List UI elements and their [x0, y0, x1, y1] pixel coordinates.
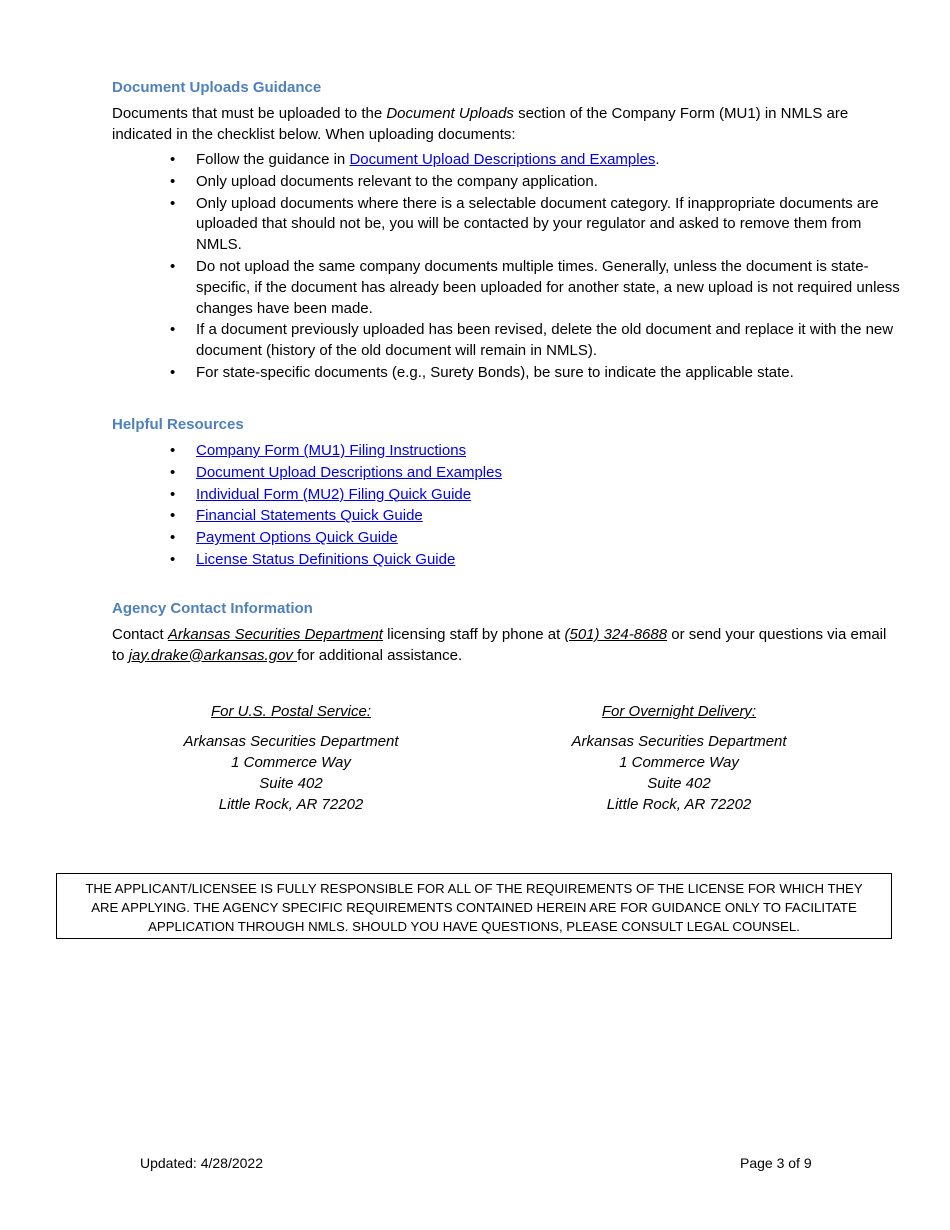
list-item [112, 528, 902, 549]
bullet-icon: • [170, 151, 176, 168]
list-item [112, 172, 902, 193]
bullet-icon: • [170, 529, 176, 547]
contact-text: or send your questions via email to [112, 626, 887, 664]
bullet-icon: • [170, 172, 176, 190]
postal-address-line: Arkansas Securities Department [183, 733, 399, 750]
bullet-text-end: . [655, 151, 660, 168]
bullet-text: Do not upload the same company documents multiple times. Generally, unless the document is state-specific, if the document has already been uploaded for another state, a new upload is not required unless changes have been made. [196, 257, 900, 317]
mu2-quick-guide-link[interactable]: Individual Form (MU2) Filing Quick Guide [196, 485, 472, 503]
list-item [112, 363, 902, 384]
uploads-intro-text: Documents that must be uploaded to the [112, 105, 387, 122]
postal-address-line: Little Rock, AR 72202 [218, 796, 364, 813]
uploads-intro-italic: Document Uploads [386, 105, 514, 122]
postal-address-block [111, 701, 471, 815]
overnight-address-line: Arkansas Securities Department [571, 733, 787, 750]
bullet-text: Follow the guidance in [196, 151, 350, 168]
footer-updated-date: Updated: 4/28/2022 [140, 1155, 263, 1171]
contact-text: licensing staff by phone at [382, 626, 565, 643]
list-item [112, 550, 902, 571]
bullet-icon: • [170, 485, 176, 503]
list-item [112, 150, 902, 171]
financial-statements-guide-link[interactable]: Financial Statements Quick Guide [196, 507, 423, 525]
list-item [112, 506, 902, 527]
contact-text: for additional assistance. [297, 646, 463, 664]
bullet-text: Only upload documents where there is a selectable document category. If inappropriate documents are uploaded that should not be, you will be contacted by your regulator and asked to remove them from NMLS. [196, 194, 879, 254]
list-item [112, 320, 902, 362]
bullet-icon: • [170, 321, 176, 339]
overnight-address-line: Little Rock, AR 72202 [606, 796, 752, 813]
contact-paragraph [112, 625, 902, 666]
bullet-text: Only upload documents relevant to the company application. [196, 172, 598, 190]
list-item [112, 463, 902, 484]
license-status-guide-link[interactable]: License Status Definitions Quick Guide [196, 550, 456, 568]
overnight-address-line: Suite 402 [647, 775, 711, 792]
bullet-text: If a document previously uploaded has been revised, delete the old document and replace it with the new document (history of the old document will remain in NMLS). [196, 321, 894, 360]
list-item [112, 257, 902, 319]
contact-heading: Agency Contact Information [112, 600, 313, 617]
list-item [112, 194, 902, 256]
phone-number: (501) 324-8688 [564, 626, 668, 643]
bullet-icon: • [170, 463, 176, 481]
uploads-heading: Document Uploads Guidance [112, 79, 322, 96]
uploads-intro-text-end: section of the Company Form (MU1) in NMLS are indicated in the checklist below. When uploading documents: [112, 105, 849, 143]
list-item [112, 441, 902, 462]
contact-text: Contact [112, 626, 168, 643]
bullet-icon: • [170, 194, 176, 212]
postal-address-heading: For U.S. Postal Service: [210, 703, 372, 720]
payment-options-guide-link[interactable]: Payment Options Quick Guide [196, 529, 398, 547]
doc-upload-descriptions-link[interactable]: Document Upload Descriptions and Examples [349, 151, 656, 168]
doc-upload-descriptions-resource-link[interactable]: Document Upload Descriptions and Examples [196, 463, 502, 481]
uploads-intro [112, 104, 902, 145]
postal-address-line: 1 Commerce Way [231, 754, 351, 771]
bullet-icon: • [170, 550, 176, 568]
agency-name: Arkansas Securities Department [167, 626, 383, 643]
disclaimer-box [56, 873, 892, 939]
overnight-address-heading: For Overnight Delivery: [601, 703, 757, 720]
postal-address-line: Suite 402 [259, 775, 323, 792]
list-item [112, 485, 902, 506]
overnight-address-line: 1 Commerce Way [619, 754, 739, 771]
bullet-icon: • [170, 257, 176, 275]
overnight-address-block [499, 701, 859, 815]
uploads-bullet-list [112, 150, 902, 385]
bullet-text: For state-specific documents (e.g., Surety Bonds), be sure to indicate the applicable state. [196, 363, 794, 381]
resources-link-list [112, 441, 902, 572]
email-address[interactable]: jay.drake@arkansas.gov [128, 646, 298, 664]
bullet-icon: • [170, 442, 176, 459]
resources-heading: Helpful Resources [112, 416, 244, 433]
mu1-filing-instructions-link[interactable]: Company Form (MU1) Filing Instructions [196, 442, 467, 459]
bullet-icon: • [170, 507, 176, 525]
footer-page-number: Page 3 of 9 [740, 1155, 812, 1171]
disclaimer-text: THE APPLICANT/LICENSEE IS FULLY RESPONSIBLE FOR ALL OF THE REQUIREMENTS OF THE LICENSE FOR WHICH THEY ARE APPLYING. THE AGENCY SPECIFIC REQUIREMENTS CONTAINED HEREIN ARE FOR GUIDANCE ONLY TO FACILITATE APPLICATION THROUGH NMLS. SHOULD YOU HAVE QUESTIONS, PLEASE CONSULT LEGAL COUNSEL. [85, 881, 863, 934]
bullet-icon: • [170, 363, 176, 381]
